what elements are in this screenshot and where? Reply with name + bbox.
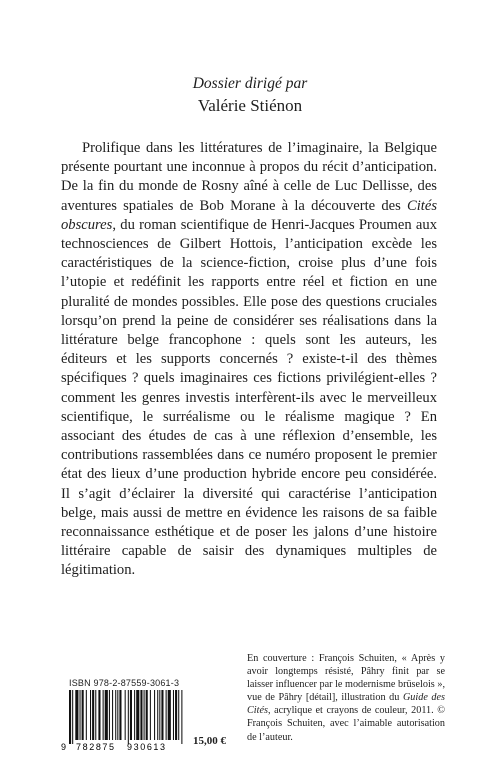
barcode-bar bbox=[146, 690, 148, 740]
barcode-bar bbox=[72, 690, 73, 744]
cover-credits bbox=[247, 652, 445, 744]
barcode-bar bbox=[98, 690, 100, 740]
body-text-part-1: Prolifique dans les littératures de l’imaginaire, la Belgique présente pourtant une inconnue à propos du récit d’anticipation. De la fin du monde de Rosny aîné à celle de Luc Dellisse, des aventures spatiales de Bob Morane à la découverte des bbox=[61, 140, 437, 214]
barcode-digit-lead: 9 bbox=[61, 742, 67, 752]
credits-part-2: , acrylique et crayons de couleur, 2011. © François Schuiten, avec l’aimable autorisation de l’auteur. bbox=[247, 705, 445, 743]
credits-italic: Guide des Cités bbox=[247, 692, 446, 717]
barcode-bar bbox=[82, 690, 84, 740]
barcode-bar bbox=[69, 690, 71, 744]
barcode-bar bbox=[150, 690, 151, 740]
barcode-bar bbox=[115, 690, 116, 740]
barcode-bar bbox=[173, 690, 174, 740]
barcode-bar bbox=[136, 690, 139, 740]
barcode-bar bbox=[178, 690, 179, 740]
barcode-bar bbox=[134, 690, 135, 740]
barcode-bar bbox=[112, 690, 113, 740]
barcode-bar bbox=[157, 690, 158, 740]
barcode-bar bbox=[140, 690, 142, 740]
barcode-bar bbox=[175, 690, 177, 740]
editor-kicker: Dossier dirigé par bbox=[192, 75, 308, 92]
barcode-bar bbox=[161, 690, 163, 740]
barcode-bar bbox=[119, 690, 121, 740]
barcode-bars bbox=[69, 690, 182, 744]
price: 15,00 € bbox=[193, 735, 226, 747]
body-paragraph bbox=[61, 139, 437, 581]
barcode-bar bbox=[92, 690, 94, 740]
barcode-bar bbox=[128, 690, 129, 744]
credits-part-1: En couverture : François Schuiten, « Après y avoir longtemps résisté, Pâhry finit par se laisser influencer par le modernisme brüselois », vue de Pâhry [détail], illustration du bbox=[247, 653, 445, 704]
barcode-bar bbox=[130, 690, 132, 740]
barcode-bar bbox=[80, 690, 81, 740]
body-italic-title: Cités obscures bbox=[61, 197, 437, 233]
barcode-bar bbox=[90, 690, 91, 740]
header bbox=[0, 74, 500, 117]
barcode-bar bbox=[125, 690, 126, 740]
barcode-bar bbox=[154, 690, 155, 740]
barcode bbox=[61, 690, 191, 752]
barcode-bar bbox=[181, 690, 182, 744]
barcode-bar bbox=[105, 690, 108, 740]
barcode-bar bbox=[86, 690, 87, 740]
barcode-bar bbox=[109, 690, 110, 740]
barcode-bar bbox=[159, 690, 160, 740]
barcode-bar bbox=[168, 690, 171, 740]
barcode-bar bbox=[75, 690, 78, 740]
barcode-bar bbox=[103, 690, 104, 740]
barcode-digits-left: 782875 bbox=[76, 742, 116, 752]
body-text-part-2: , du roman scientifique de Henri-Jacques Proumen aux technosciences de Gilbert Hottois, l’anticipation excède les caractéristiques de la science-fiction, croise plus d’une fois l’utopie et redéfinit les rapports entre réel et fiction en une pluralité de mondes possibles. Elle pose des questions cruciales lorsqu’on prend la peine de considérer ses réalisations dans la littérature belge francophone : quels sont les auteurs, les éditeurs et les supports concernés ? existe-t-il des thèmes spécifiques ? quels imaginaires ces fictions privilégient-elles ? comment les genres investis interfèrent-ils avec le merveilleux scientifique, le surréalisme ou le réalisme magique ? En associant des études de cas à une réflexion d’ensemble, les contributions rassemblées dans ce numéro proposent le premier état des lieux d’une production hybride encore peu considérée. Il s’agit d’éclairer la diversité qui caractérise l’anticipation belge, mais aussi de mettre en évidence les raisons de sa faible reconnaissance esthétique et de poser les jalons d’une histoire littéraire capable de saisir des dynamiques multiples de légitimation. bbox=[61, 216, 437, 579]
back-cover-text bbox=[61, 139, 437, 581]
isbn-label: ISBN 978-2-87559-3061-3 bbox=[69, 678, 180, 688]
barcode-bar bbox=[144, 690, 145, 740]
editor-name: Valérie Stiénon bbox=[197, 96, 303, 115]
barcode-bar bbox=[166, 690, 167, 740]
barcode-bar bbox=[117, 690, 118, 740]
barcode-bar bbox=[95, 690, 96, 740]
barcode-digits-right: 930613 bbox=[127, 742, 167, 752]
